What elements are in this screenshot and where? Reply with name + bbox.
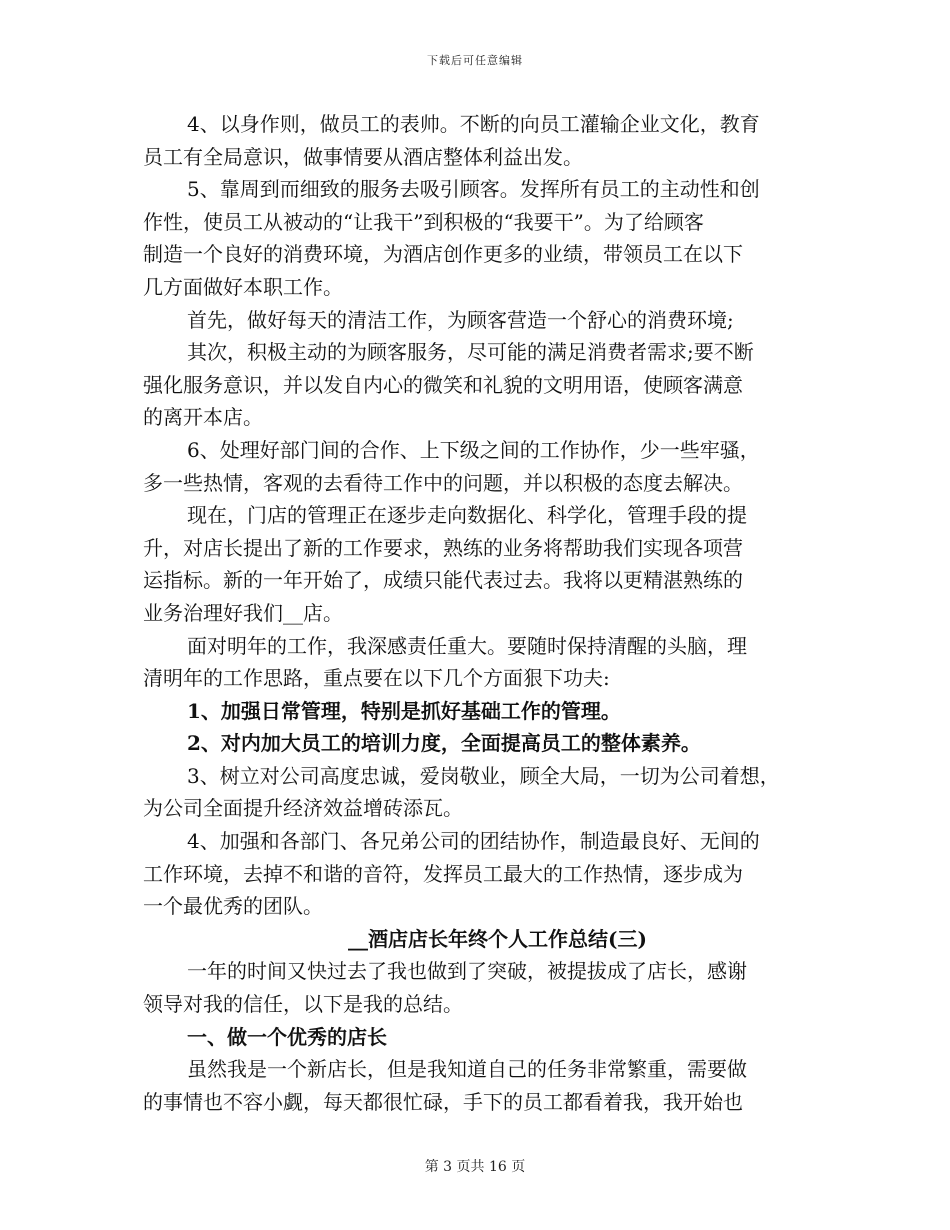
text-line: 多一些热情，客观的去看待工作中的问题，并以积极的态度去解决。 (143, 470, 743, 495)
text-line: 升，对店长提出了新的工作要求，熟练的业务将帮助我们实现各项营 (143, 535, 743, 560)
text-line: 4、以身作则，做员工的表帅。不断的向员工灌输企业文化，教育 (187, 112, 760, 136)
text-line: 为公司全面提升经济效益增砖添瓦。 (143, 796, 463, 821)
bold-text-line: 一、做一个优秀的店长 (187, 1024, 387, 1049)
text-line: 清明年的工作思路，重点要在以下几个方面狠下功夫: (143, 666, 610, 691)
text-line: 面对明年的工作，我深感责任重大。要随时保持清醒的头脑，理 (187, 633, 747, 658)
text-line: 运指标。新的一年开始了，成绩只能代表过去。我将以更精湛熟练的 (143, 568, 743, 593)
text-line: 4、加强和各部门、各兄弟公司的团结协作，制造最良好、无间的 (187, 829, 760, 854)
text-line: 6、处理好部门间的合作、上下级之间的工作协作，少一些牢骚， (187, 437, 760, 462)
text-line: 几方面做好本职工作。 (143, 274, 343, 299)
section-title: __酒店店长年终个人工作总结(三) (348, 926, 647, 951)
text-line: 作性，使员工从被动的“让我干”到积极的“我要干”。为了给顾客 (143, 209, 704, 234)
text-line: 虽然我是一个新店长，但是我知道自己的任务非常繁重，需要做 (187, 1057, 747, 1082)
text-line: 制造一个良好的消费环境，为酒店创作更多的业绩，带领员工在以下 (143, 242, 743, 267)
page-header: 下载后可任意编辑 (427, 54, 523, 67)
text-line: 工作环境，去掉不和谐的音符，发挥员工最大的工作热情，逐步成为 (143, 861, 743, 886)
bold-text-line: 1、加强日常管理，特别是抓好基础工作的管理。 (187, 698, 621, 723)
document-body (143, 108, 808, 1118)
text-line: 的离开本店。 (143, 405, 263, 430)
text-line: 5、靠周到而细致的服务去吸引顾客。发挥所有员工的主动性和创 (187, 177, 760, 202)
text-line: 业务治理好我们__店。 (143, 600, 343, 625)
bold-text-line: 2、对内加大员工的培训力度，全面提高员工的整体素养。 (187, 731, 701, 756)
text-line: 3、树立对公司高度忠诚，爱岗敬业，顾全大局，一切为公司着想， (187, 763, 780, 788)
text-line: 的事情也不容小觑，每天都很忙碌，手下的员工都看着我，我开始也 (143, 1089, 743, 1114)
text-line: 强化服务意识，并以发自内心的微笑和礼貌的文明用语，使顾客满意 (143, 372, 743, 397)
text-line: 首先，做好每天的清洁工作，为顾客营造一个舒心的消费环境; (187, 307, 734, 332)
text-line: 现在，门店的管理正在逐步走向数据化、科学化，管理手段的提 (187, 503, 747, 528)
text-line: 一年的时间又快过去了我也做到了突破，被提拔成了店长，感谢 (187, 959, 747, 984)
text-line: 员工有全局意识，做事情要从酒店整体利益出发。 (143, 144, 583, 169)
text-line: 一个最优秀的团队。 (143, 894, 323, 919)
page-footer: 第 3 页共 16 页 (424, 1159, 526, 1175)
text-line: 其次，积极主动的为顾客服务，尽可能的满足消费者需求;要不断 (187, 340, 754, 365)
text-line: 领导对我的信任，以下是我的总结。 (143, 992, 463, 1017)
